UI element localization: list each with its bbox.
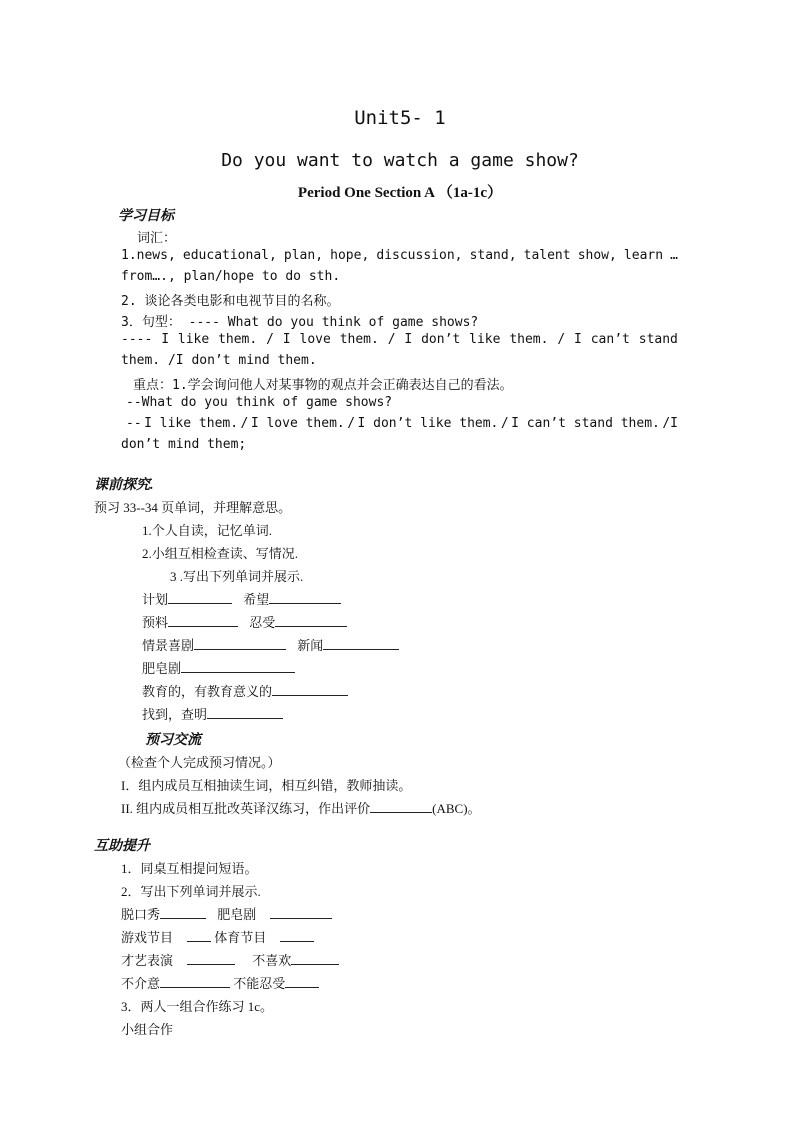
answer-blank[interactable] xyxy=(168,614,238,627)
answer-line-cont: them. /I don’t mind them. xyxy=(121,353,317,368)
exchange-note: （检查个人完成预习情况。） xyxy=(118,755,281,770)
word-row: 肥皂剧 xyxy=(142,658,295,677)
word-row: 计划 希望 xyxy=(142,589,341,608)
word-row: 预料 忍受 xyxy=(142,612,347,631)
help-item-2: 2．写出下列单词并展示. xyxy=(121,884,261,899)
word-row: 情景喜剧 新闻 xyxy=(142,635,399,654)
word-row: 游戏节目 体育节目 xyxy=(121,927,314,946)
vocab-line-cont: from…., plan/hope to do sth. xyxy=(121,269,341,284)
group-work: 小组合作 xyxy=(121,1022,174,1037)
exchange-item-1: I．组内成员互相抽读生词，相互纠错，教师抽读。 xyxy=(121,778,412,793)
answer-blank[interactable] xyxy=(280,929,314,942)
answer-blank[interactable] xyxy=(207,706,283,719)
word-row: 找到，查明 xyxy=(142,704,283,723)
answer-blank[interactable] xyxy=(160,975,230,988)
word-row: 脱口秀 肥皂剧 xyxy=(121,904,332,923)
answer-blank[interactable] xyxy=(291,952,339,965)
word-row: 才艺表演 不喜欢 xyxy=(121,950,339,969)
preview-step-2: 2.小组互相检查读、写情况. xyxy=(142,546,299,561)
period-heading: Period One Section A （1a-1c） xyxy=(297,185,503,201)
key-answer-cont: don’t mind them; xyxy=(121,437,247,452)
key-question: --What do you think of game shows? xyxy=(126,395,393,410)
page-title: Unit5- 1 xyxy=(354,107,446,129)
answer-blank[interactable] xyxy=(275,614,347,627)
preview-heading: 课前探究. xyxy=(94,478,154,493)
goal-item-3: 3．句型： ---- What do you think of game shows? xyxy=(121,315,479,330)
help-heading: 互助提升 xyxy=(94,839,150,854)
preview-step-1: 1.个人自读，记忆单词. xyxy=(142,523,273,538)
key-point: 重点：1.学会询问他人对某事物的观点并会正确表达自己的看法。 xyxy=(133,378,513,393)
answer-blank[interactable] xyxy=(168,591,232,604)
help-item-1: 1．同桌互相提问短语。 xyxy=(121,861,258,876)
exchange-heading: 预习交流 xyxy=(145,733,201,748)
goal-item-2: 2. 谈论各类电影和电视节目的名称。 xyxy=(121,294,340,309)
answer-blank[interactable] xyxy=(269,591,341,604)
answer-blank[interactable] xyxy=(194,637,286,650)
answer-blank[interactable] xyxy=(323,637,399,650)
help-item-3: 3．两人一组合作练习 1c。 xyxy=(121,999,274,1014)
goals-heading: 学习目标 xyxy=(118,209,174,224)
exchange-item-2: II. 组内成员相互批改英译汉练习，作出评价 (ABC)。 xyxy=(121,801,481,816)
key-answer-line: -- I like them. / I love them. / I don’t like them. / I can’t stand them. /I xyxy=(126,416,678,431)
answer-blank[interactable] xyxy=(181,660,295,673)
answer-line: ---- I like them. / I love them. / I don’t like them. / I can’t stand xyxy=(121,332,678,347)
word-row: 不介意 不能忍受 xyxy=(121,973,319,992)
answer-blank[interactable] xyxy=(187,952,235,965)
word-row: 教育的，有教育意义的 xyxy=(142,681,348,700)
answer-blank[interactable] xyxy=(272,683,348,696)
vocab-line: 1.news, educational, plan, hope, discussion, stand, talent show, learn … xyxy=(121,248,678,263)
page-subtitle: Do you want to watch a game show? xyxy=(221,150,579,171)
answer-blank[interactable] xyxy=(370,800,432,813)
preview-intro: 预习 33--34 页单词，并理解意思。 xyxy=(94,500,292,515)
answer-blank[interactable] xyxy=(285,975,319,988)
vocab-label: 词汇： xyxy=(137,230,177,245)
answer-blank[interactable] xyxy=(270,906,332,919)
answer-blank[interactable] xyxy=(187,929,211,942)
preview-step-3: 3 .写出下列单词并展示. xyxy=(170,569,304,584)
answer-blank[interactable] xyxy=(160,906,206,919)
